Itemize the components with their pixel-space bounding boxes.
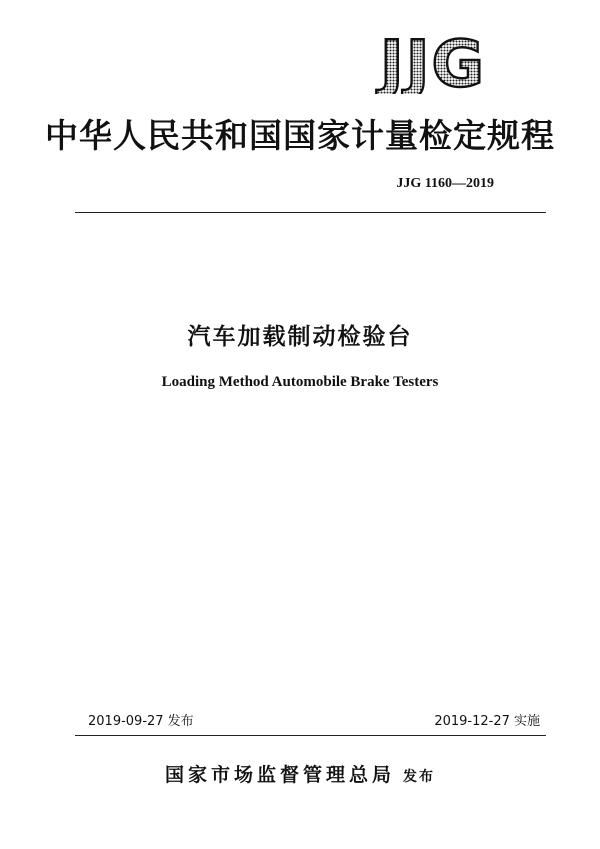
- standard-number: JJG 1160—2019: [396, 176, 494, 191]
- publish-date: 2019-09-27 发布: [88, 714, 194, 729]
- effective-date: 2019-12-27 实施: [434, 714, 540, 729]
- svg-text:JJG: JJG: [379, 28, 487, 94]
- bottom-divider: [75, 735, 546, 736]
- regulation-title: 中华人民共和国国家计量检定规程: [45, 116, 555, 155]
- issuer-suffix: 发布: [403, 769, 435, 785]
- issuer-name: 国家市场监督管理总局: [164, 764, 395, 786]
- top-divider: [75, 212, 546, 213]
- issuer-line: [0, 760, 600, 787]
- jjg-logo: [350, 28, 516, 94]
- document-title-zh: 汽车加载制动检验台: [187, 324, 413, 350]
- document-title-en: Loading Method Automobile Brake Testers: [161, 374, 439, 390]
